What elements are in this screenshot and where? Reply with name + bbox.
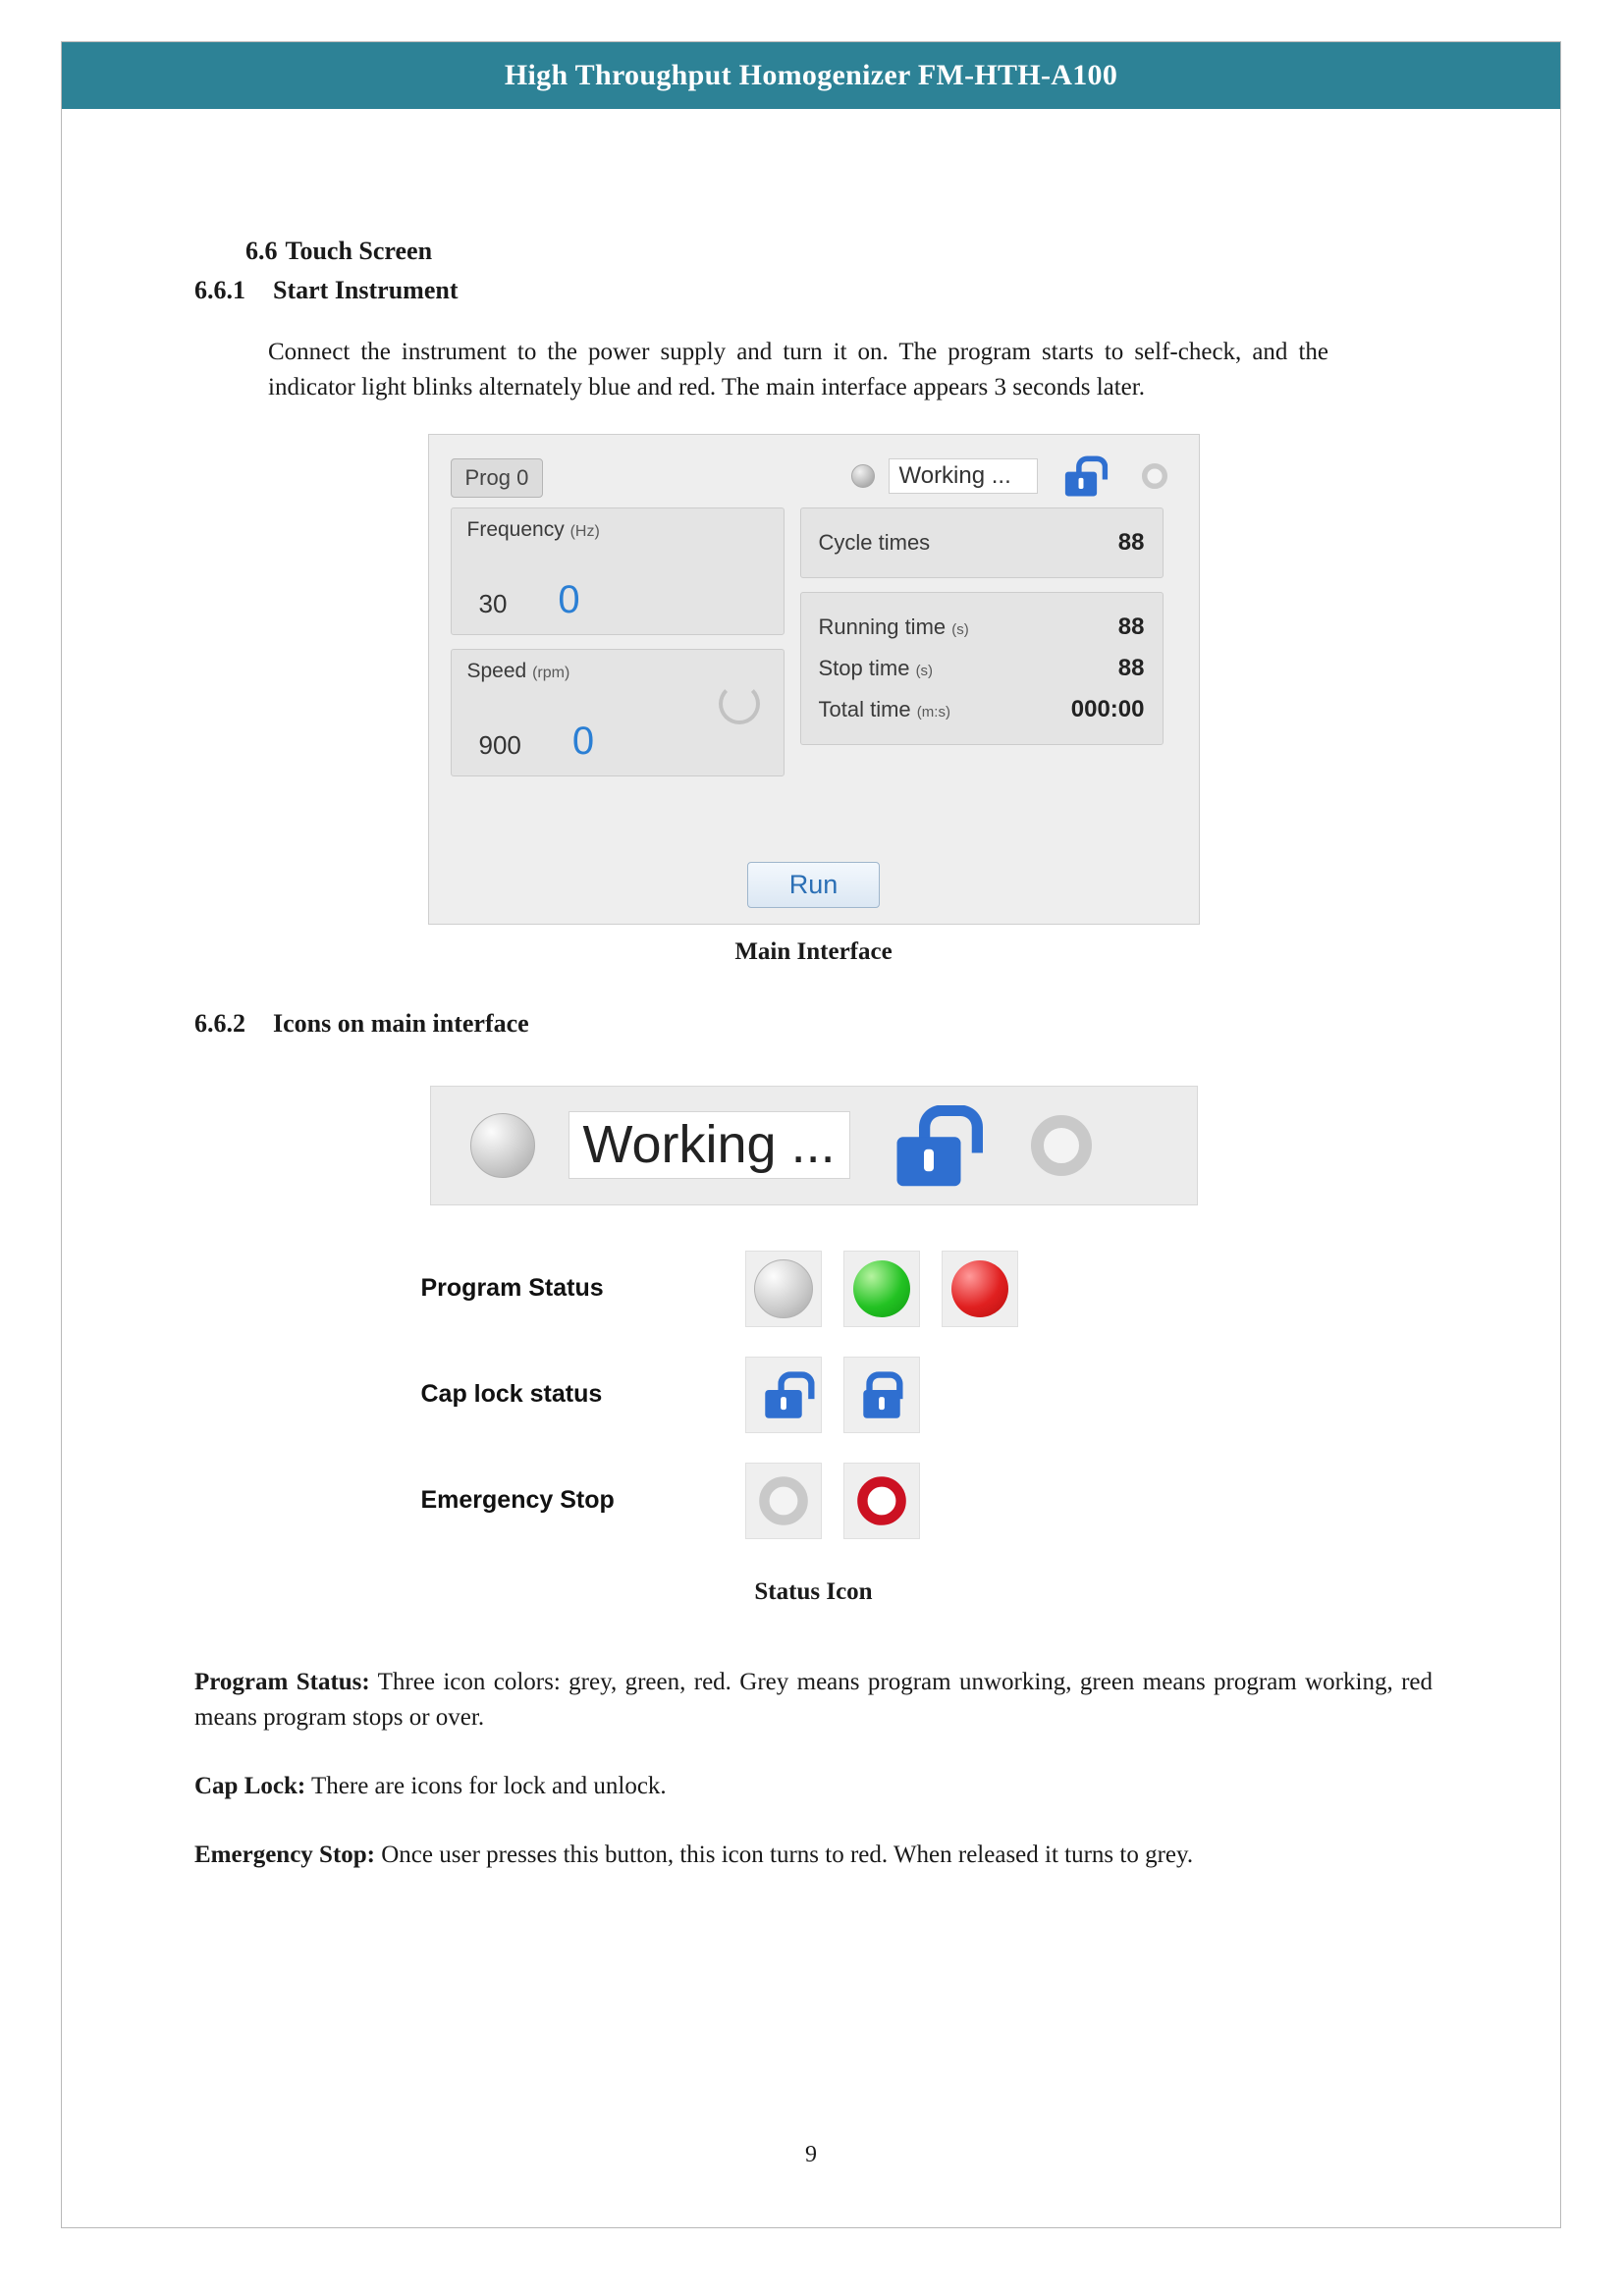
cycle-times-row xyxy=(819,522,1145,563)
running-time-value: 88 xyxy=(1117,613,1145,640)
legend-icons-program-status xyxy=(745,1251,1018,1327)
heading-6-6-2 xyxy=(194,1009,1433,1039)
legend-label-program-status: Program Status xyxy=(420,1274,604,1302)
emergency-stop-red-icon xyxy=(857,1476,906,1525)
cap-lock-cell xyxy=(843,1357,920,1433)
description-cap-lock-title: Cap Lock: xyxy=(194,1773,306,1799)
speed-setpoint: 900 xyxy=(478,729,521,760)
page-number: 9 xyxy=(805,2142,817,2167)
lock-icon xyxy=(860,1371,902,1418)
stop-time-unit: (s) xyxy=(915,662,934,679)
running-time-row xyxy=(819,607,1145,648)
total-time-unit: (m:s) xyxy=(916,703,950,721)
status-banner xyxy=(430,1086,1198,1205)
description-program-status-text: Three icon colors: grey, green, red. Grey means program unworking, green means program working, red means program stops or over. xyxy=(194,1668,1433,1731)
cap-unlock-cell xyxy=(745,1357,822,1433)
legend-row-program-status xyxy=(421,1251,1207,1327)
frequency-actual: 0 xyxy=(558,577,580,621)
lock-body xyxy=(896,1137,960,1186)
frequency-unit: (Hz) xyxy=(569,522,600,540)
program-status-icon-large xyxy=(470,1113,535,1178)
working-banner-text: Working ... xyxy=(568,1111,850,1178)
status-legend xyxy=(421,1251,1207,1569)
main-interface-columns xyxy=(451,507,1177,790)
main-interface-right-column xyxy=(800,507,1164,790)
run-button[interactable]: Run xyxy=(747,862,881,908)
legend-icons-emergency-stop xyxy=(745,1463,920,1539)
description-program-status-title: Program Status: xyxy=(194,1668,370,1695)
running-time-label: Running time xyxy=(818,614,947,639)
section-6-6-1-body: Connect the instrument to the power supply and turn it on. The program starts to self-check, and the indicator light blinks alternately blue and red. The main interface appears 3 seconds later. xyxy=(268,339,1328,401)
speed-actual: 0 xyxy=(571,719,595,763)
heading-6-6-2-number: 6.6.2 xyxy=(194,1008,245,1038)
speed-values xyxy=(452,720,784,764)
page-header xyxy=(62,42,1560,109)
program-status-green-cell xyxy=(843,1251,920,1327)
frequency-panel[interactable] xyxy=(451,507,785,635)
heading-6-6-title: Touch Screen xyxy=(285,237,433,265)
stop-time-value: 88 xyxy=(1117,654,1145,681)
lock-body xyxy=(1064,471,1096,496)
status-icon-caption: Status Icon xyxy=(754,1577,873,1605)
main-interface-status-group xyxy=(851,453,1185,500)
lock-body xyxy=(863,1389,899,1417)
cycle-times-panel[interactable] xyxy=(800,507,1164,578)
main-interface-caption: Main Interface xyxy=(734,937,893,965)
frequency-values xyxy=(452,578,784,622)
run-button-wrap xyxy=(429,862,1199,908)
legend-row-cap-lock xyxy=(421,1357,1207,1433)
status-green-icon xyxy=(853,1260,910,1317)
cycle-times-label: Cycle times xyxy=(818,529,931,555)
heading-6-6-1-number: 6.6.1 xyxy=(194,276,245,304)
main-interface-figure xyxy=(194,434,1433,966)
document-page xyxy=(61,41,1561,2228)
main-interface-left-column xyxy=(451,507,785,790)
emergency-stop-grey-icon xyxy=(759,1476,808,1525)
description-emergency-stop-text: Once user presses this button, this icon turns to red. When released it turns to grey. xyxy=(375,1842,1194,1869)
speed-panel[interactable] xyxy=(451,649,785,776)
legend-label-cap-lock: Cap lock status xyxy=(420,1380,603,1408)
description-cap-lock xyxy=(194,1769,1433,1804)
working-status-text: Working ... xyxy=(889,458,1038,494)
heading-6-6-1 xyxy=(194,276,1433,305)
emergency-stop-icon[interactable] xyxy=(1141,462,1166,488)
frequency-setpoint: 30 xyxy=(478,588,508,618)
program-status-red-cell xyxy=(942,1251,1018,1327)
frequency-label: Frequency xyxy=(466,517,565,541)
description-cap-lock-text: There are icons for lock and unlock. xyxy=(305,1773,667,1799)
frequency-label-row xyxy=(467,518,768,542)
program-status-grey-cell xyxy=(745,1251,822,1327)
status-red-icon xyxy=(951,1260,1008,1317)
speed-label: Speed xyxy=(466,659,527,682)
total-time-label: Total time xyxy=(818,696,911,721)
lock-body xyxy=(765,1389,801,1417)
status-grey-icon xyxy=(754,1259,813,1318)
speed-unit: (rpm) xyxy=(532,664,570,681)
description-emergency-stop-title: Emergency Stop: xyxy=(194,1842,375,1869)
emergency-stop-red-cell xyxy=(843,1463,920,1539)
program-status-icon xyxy=(851,464,875,488)
cap-unlock-icon[interactable] xyxy=(1062,455,1099,496)
header-title: High Throughput Homogenizer FM-HTH-A100 xyxy=(504,59,1118,91)
legend-row-emergency-stop xyxy=(421,1463,1207,1539)
legend-icons-cap-lock xyxy=(745,1357,920,1433)
emergency-stop-grey-cell xyxy=(745,1463,822,1539)
cycle-times-value: 88 xyxy=(1117,528,1145,556)
time-panel[interactable] xyxy=(800,592,1164,745)
stop-time-row xyxy=(819,648,1145,689)
stop-time-label: Stop time xyxy=(818,655,910,680)
main-interface-screen xyxy=(428,434,1200,925)
heading-6-6 xyxy=(245,237,1433,266)
running-time-unit: (s) xyxy=(951,620,969,638)
description-emergency-stop xyxy=(194,1838,1433,1873)
description-program-status xyxy=(194,1665,1433,1736)
heading-6-6-1-title: Start Instrument xyxy=(273,276,459,304)
legend-label-emergency-stop: Emergency Stop xyxy=(420,1486,615,1514)
page-content xyxy=(62,109,1560,1874)
unlock-icon xyxy=(762,1371,804,1418)
total-time-row xyxy=(819,689,1145,730)
prog-button[interactable]: Prog 0 xyxy=(451,458,544,498)
emergency-stop-icon-large xyxy=(1031,1115,1092,1176)
status-icon-figure xyxy=(194,1086,1433,1606)
heading-6-6-number: 6.6 xyxy=(245,237,278,265)
heading-6-6-2-title: Icons on main interface xyxy=(273,1008,529,1038)
refresh-spinner-icon xyxy=(719,683,760,724)
total-time-value: 000:00 xyxy=(1070,695,1145,722)
speed-label-row xyxy=(467,660,768,683)
cap-unlock-icon-large xyxy=(892,1104,965,1186)
